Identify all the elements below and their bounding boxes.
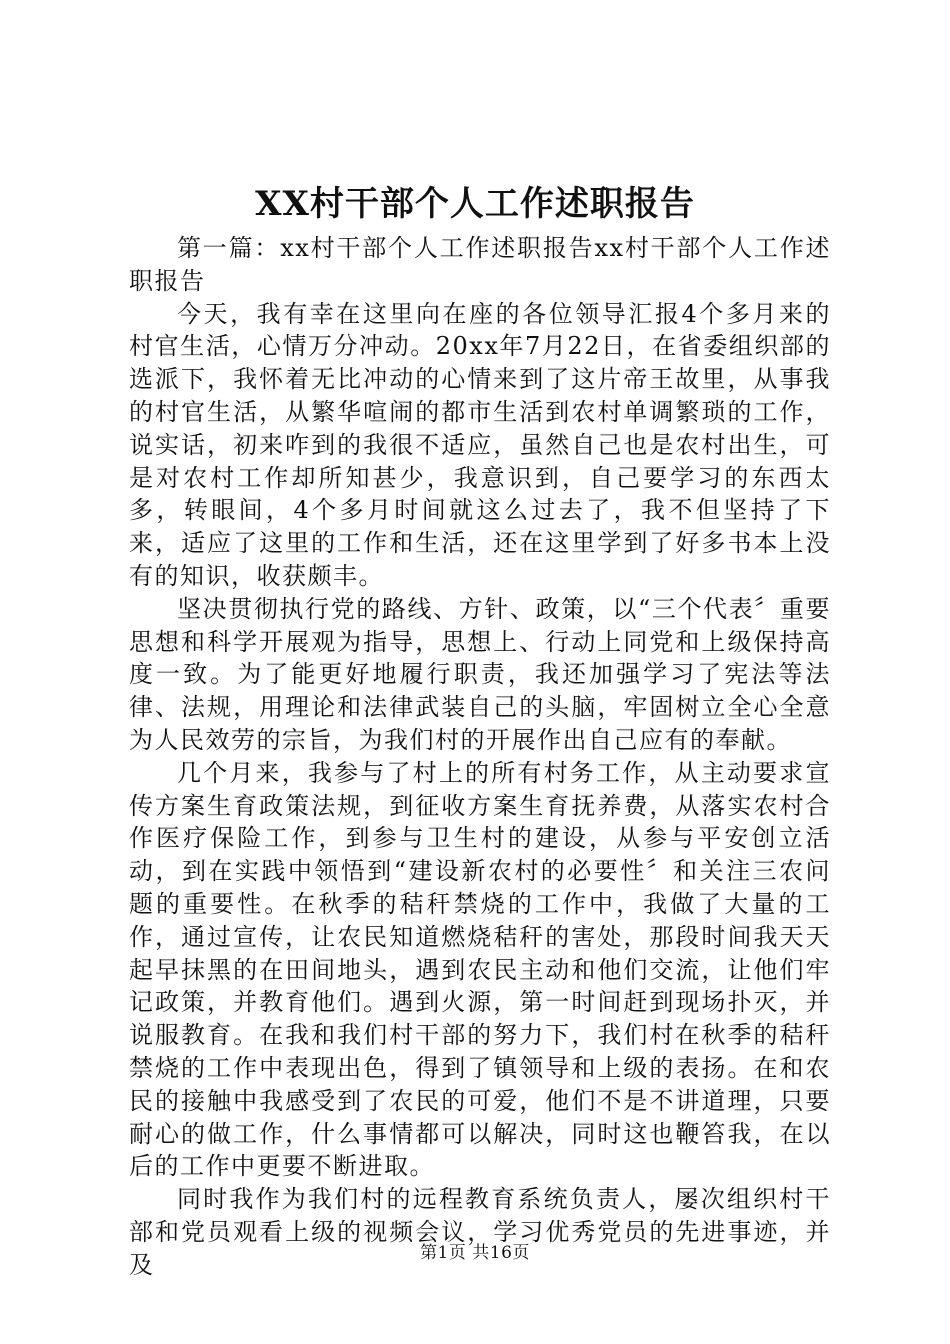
paragraph-4: 几个月来，我参与了村上的所有村务工作，从主动要求宣传方案生育政策法规，到征收方案生育抚养费，从落实农村合作医疗保险工作，到参与卫生村的建设，从参与平安创立活动，到在实践中领悟到“建设新农村的必要性〞和关注三农问题的重要性。在秋季的秸秆禁烧的工作中，我做了大量的工作，通过宣传，让农民知道燃烧秸秆的害处，那段时间我天天起早抹黑的在田间地头，遇到农民主动和他们交流，让他们牢记政策，并教育他们。遇到火源，第一时间赶到现场扑灭，并说服教育。在我和我们村干部的努力下，我们村在秋季的秸秆禁烧的工作中表现出色，得到了镇领导和上级的表扬。在和农民的接触中我感受到了农民的可爱，他们不是不讲道理，只要耐心的做工作，什么事情都可以解决，同时这也鞭笞我，在以后的工作中更要不断进取。	[129, 758, 831, 1181]
paragraph-1: 第一篇：xx村干部个人工作述职报告xx村干部个人工作述职报告	[129, 234, 831, 295]
paragraph-3: 坚决贯彻执行党的路线、方针、政策，以“三个代表〞重要思想和科学开展观为指导，思想上、行动上同党和上级保持高度一致。为了能更好地履行职责，我还加强学习了宪法等法律、法规，用理论和法律武装自己的头脑，牢固树立全心全意为人民效劳的宗旨，为我们村的开展作出自己应有的奉献。	[129, 594, 831, 754]
paragraph-2: 今天，我有幸在这里向在座的各位领导汇报4个多月来的村官生活，心情万分冲动。20xx年7月22日，在省委组织部的选派下，我怀着无比冲动的心情来到了这片帝王故里，从事我的村官生活，从繁华喧闹的都市生活到农村单调繁琐的工作，说实话，初来咋到的我很不适应，虽然自己也是农村出生，可是对农村工作却所知甚少，我意识到，自己要学习的东西太多，转眼间，4个多月时间就这么过去了，我不但坚持了下来，适应了这里的工作和生活，还在这里学到了好多书本上没有的知识，收获颇丰。	[129, 299, 831, 590]
paragraph-5: 同时我作为我们村的远程教育系统负责人，屡次组织村干部和党员观看上级的视频会议，学习优秀党员的先进事迹，并及	[129, 1185, 831, 1279]
document-body	[129, 232, 831, 1282]
page-number-footer: 第1页 共16页	[420, 1243, 530, 1263]
document-title: XX村干部个人工作述职报告	[255, 184, 695, 224]
